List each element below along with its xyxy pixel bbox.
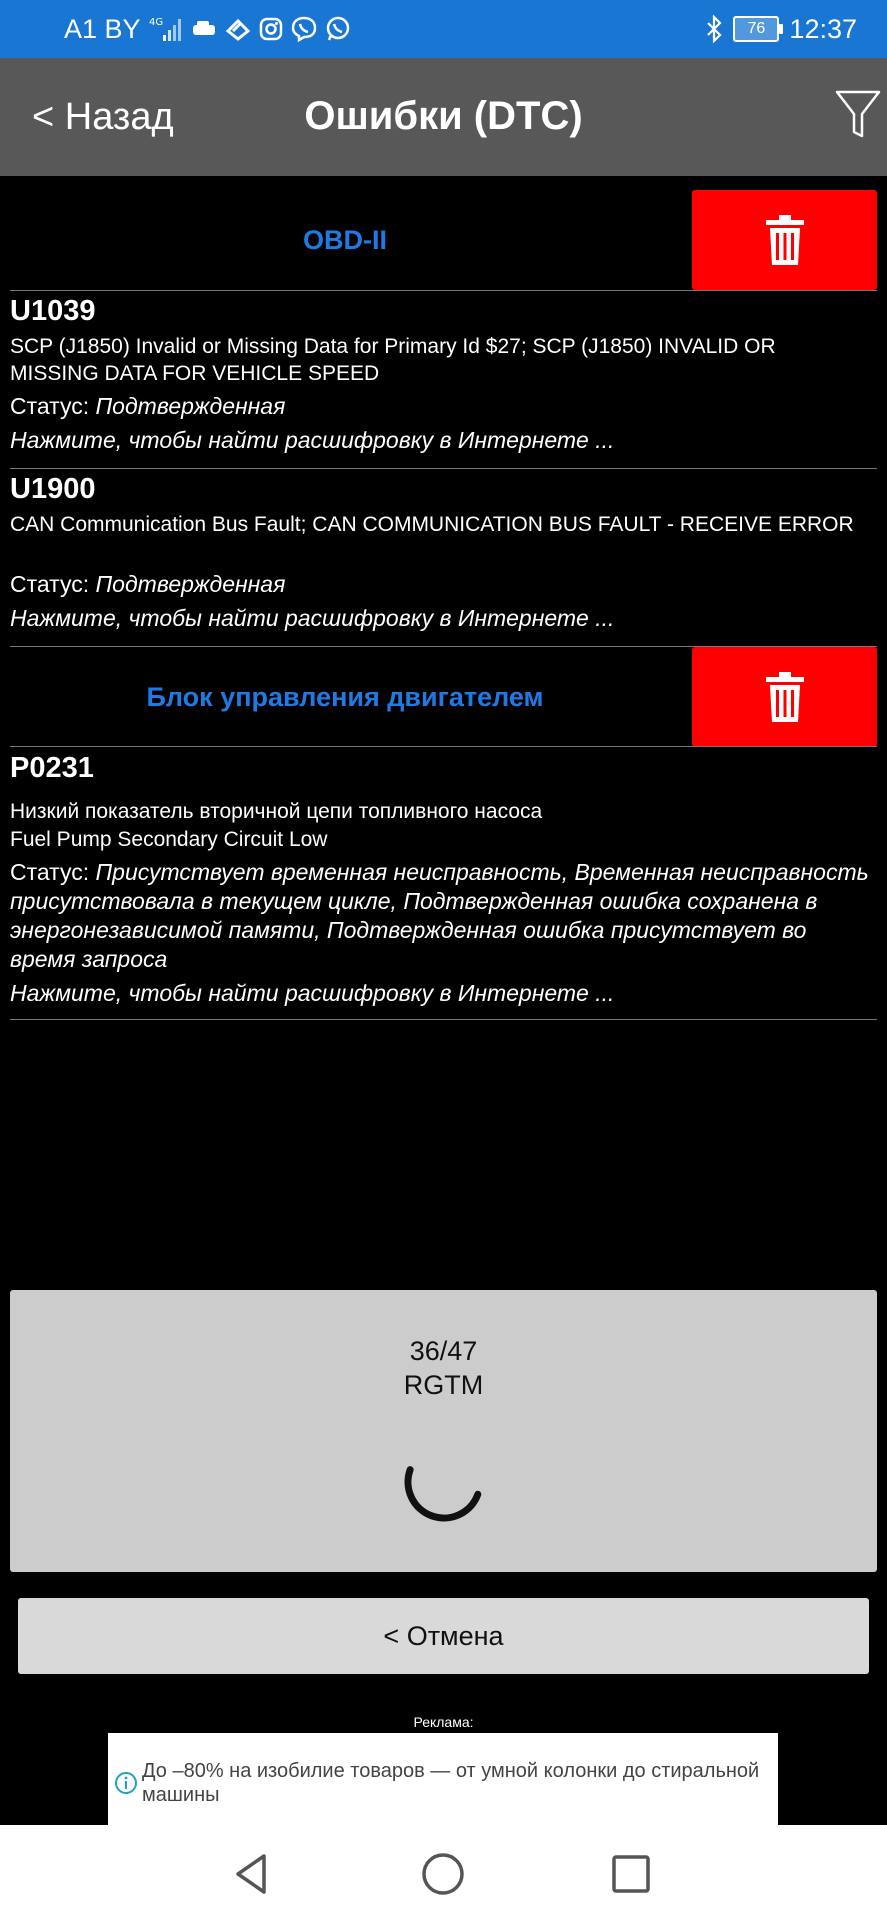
page-title: Ошибки (DTC)	[304, 94, 583, 138]
status-bar	[0, 0, 887, 58]
app-notification-icon	[225, 17, 251, 41]
delete-button[interactable]	[692, 190, 877, 290]
nav-home-icon[interactable]	[420, 1851, 466, 1897]
dtc-status	[10, 858, 878, 974]
dtc-description: SCP (J1850) Invalid or Missing Data for Primary Id $27; SCP (J1850) INVALID OR MISSING DATA FOR VEHICLE SPEED	[10, 335, 776, 385]
bluetooth-icon	[705, 15, 723, 43]
group-title: OBD-II	[303, 225, 387, 255]
battery-level: 76	[747, 20, 766, 37]
status-label: Статус:	[10, 859, 96, 885]
status-bar-left	[64, 12, 351, 46]
viber-icon	[291, 16, 317, 42]
app-header	[0, 58, 887, 176]
filter-icon	[834, 88, 882, 142]
divider	[10, 746, 877, 747]
divider	[10, 1019, 877, 1020]
info-icon[interactable]	[114, 1771, 138, 1795]
nav-recents-icon[interactable]	[608, 1851, 654, 1897]
instagram-icon	[259, 17, 283, 41]
status-label: Статус:	[10, 393, 96, 419]
system-nav-bar	[0, 1825, 887, 1920]
network-type-label: 4G	[148, 17, 163, 28]
dtc-code: P0231	[10, 752, 94, 784]
back-button[interactable]: < Назад	[32, 96, 174, 138]
search-online-link[interactable]: Нажмите, чтобы найти расшифровку в Интернете ...	[10, 605, 615, 631]
filter-button[interactable]	[834, 88, 882, 142]
car-notification-icon	[191, 19, 217, 39]
nav-back-icon[interactable]	[230, 1851, 276, 1897]
dtc-code: U1900	[10, 473, 96, 505]
dtc-status	[10, 392, 878, 421]
group-title: Блок управления двигателем	[146, 682, 544, 712]
trash-icon	[765, 214, 805, 266]
progress-panel	[10, 1290, 877, 1572]
carrier-label: A1 BY	[64, 13, 141, 44]
status-bar-right	[705, 12, 857, 46]
whatsapp-icon	[325, 16, 351, 42]
divider	[10, 290, 877, 291]
progress-count: 36/47	[409, 1336, 478, 1366]
trash-icon	[765, 671, 805, 723]
progress-label: RGTM	[403, 1370, 484, 1400]
dtc-code: U1039	[10, 295, 96, 327]
cancel-label: < Отмена	[383, 1620, 504, 1651]
status-label: Статус:	[10, 571, 96, 597]
dtc-description: CAN Communication Bus Fault; CAN COMMUNICATION BUS FAULT - RECEIVE ERROR	[10, 513, 854, 536]
battery-icon	[733, 16, 779, 42]
dtc-description-ru: Низкий показатель вторичной цепи топливного насоса	[10, 800, 543, 823]
delete-button[interactable]	[692, 647, 877, 747]
search-online-link[interactable]: Нажмите, чтобы найти расшифровку в Интернете ...	[10, 427, 615, 453]
dtc-description-en: Fuel Pump Secondary Circuit Low	[10, 828, 328, 851]
cancel-button[interactable]	[18, 1598, 869, 1674]
loading-spinner-icon	[402, 1440, 486, 1524]
ad-label: Реклама:	[413, 1714, 474, 1730]
status-value: Подтвержденная	[95, 571, 286, 597]
ad-text: До –80% на изобилие товаров — от умной колонки до стиральной машины	[142, 1760, 760, 1806]
signal-icon	[149, 15, 183, 43]
ad-banner[interactable]	[108, 1733, 778, 1825]
search-online-link[interactable]: Нажмите, чтобы найти расшифровку в Интернете ...	[10, 980, 615, 1006]
dtc-status	[10, 570, 878, 599]
status-value: Присутствует временная неисправность, Временная неисправность присутствовала в текущем цикле, Подтвержденная ошибка сохранена в энергонезависимой памяти, Подтвержденная ошибка присутствует во время запроса	[10, 859, 869, 972]
divider	[10, 468, 877, 469]
status-value: Подтвержденная	[95, 393, 286, 419]
clock: 12:37	[789, 13, 857, 44]
